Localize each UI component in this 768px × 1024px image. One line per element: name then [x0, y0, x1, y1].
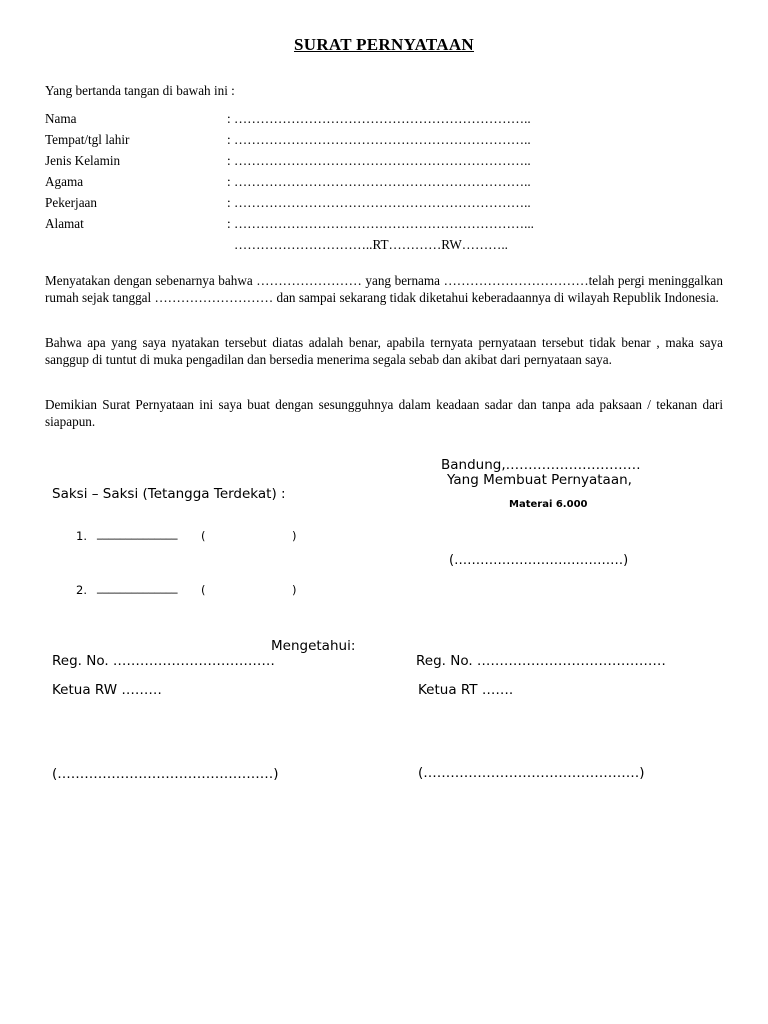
witness-heading: Saksi – Saksi (Tetangga Terdekat) :: [52, 486, 286, 502]
rw-chair-label: Ketua RW ………: [52, 682, 162, 698]
field-value-alamat: : …………………………………………………………...: [227, 216, 534, 231]
place-date: Bandung,…………………………: [441, 457, 641, 473]
witness-name-close: ): [292, 529, 297, 543]
document-title: SURAT PERNYATAAN: [293, 35, 475, 54]
field-value-jenis-kelamin: : …………………………………………………………..: [227, 153, 531, 168]
field-label-alamat: Alamat: [45, 216, 84, 231]
field-label-tempat-tgl-lahir: Tempat/tgl lahir: [45, 132, 130, 147]
paragraph-responsibility: Bahwa apa yang saya nyatakan tersebut diatas adalah benar, apabila ternyata pernyataan tersebut tidak benar , maka saya sanggup di tuntut di muka pengadilan dan bersedia menerima segala sebab dan akibat dari pernyataan saya.: [45, 335, 723, 367]
field-label-agama: Agama: [45, 174, 84, 189]
paragraph-statement: Menyatakan dengan sebenarnya bahwa …………………… yang bernama ……………………………telah pergi meninggalkan rumah sejak tanggal ……………………… dan sampai sekarang tidak diketahui keberadaannya di wilayah Republik Indonesia.: [45, 273, 723, 305]
maker-name-line: (…………………………………): [449, 553, 629, 568]
field-value-agama: : …………………………………………………………..: [227, 174, 531, 189]
field-value-pekerjaan: : …………………………………………………………..: [227, 195, 531, 210]
field-value-nama: : …………………………………………………………..: [227, 111, 531, 126]
acknowledge-label: Mengetahui:: [271, 638, 356, 654]
witness-signature-line: ______________: [97, 526, 178, 540]
witness-name-open: (: [201, 583, 206, 597]
rt-signature-line: (…………………………………………): [418, 765, 645, 781]
rw-reg-no: Reg. No. ………………………………: [52, 653, 275, 669]
field-label-nama: Nama: [45, 111, 77, 126]
witness-name-close: ): [292, 583, 297, 597]
witness-name-open: (: [201, 529, 206, 543]
witness-number: 1.: [76, 529, 87, 543]
intro-text: Yang bertanda tangan di bawah ini :: [45, 83, 235, 98]
rt-chair-label: Ketua RT …….: [418, 682, 514, 698]
maker-label: Yang Membuat Pernyataan,: [447, 472, 632, 488]
witness-signature-line: ______________: [97, 580, 178, 594]
field-value-tempat-tgl-lahir: : …………………………………………………………..: [227, 132, 531, 147]
rt-reg-no: Reg. No. ……………………………………: [416, 653, 666, 669]
witness-number: 2.: [76, 583, 87, 597]
field-label-pekerjaan: Pekerjaan: [45, 195, 97, 210]
paragraph-closing: Demikian Surat Pernyataan ini saya buat dengan sesungguhnya dalam keadaan sadar dan tanpa ada paksaan / tekanan dari siapapun.: [45, 397, 723, 429]
materai-label: Materai 6.000: [509, 499, 588, 510]
field-label-jenis-kelamin: Jenis Kelamin: [45, 153, 121, 168]
rw-signature-line: (…………………………………………): [52, 766, 279, 782]
address-rt-rw-line: …………………………..RT…………RW………..: [234, 237, 508, 252]
